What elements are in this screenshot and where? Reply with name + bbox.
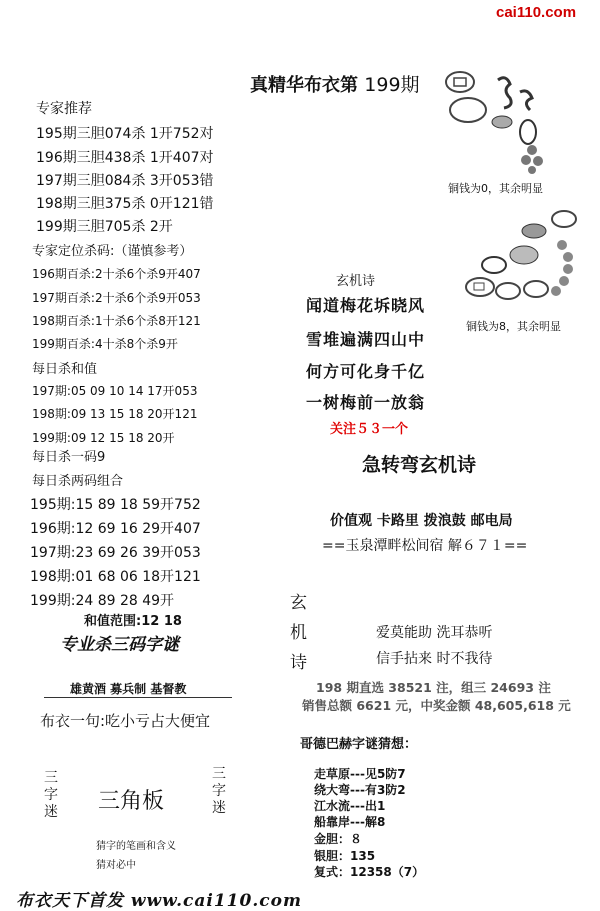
goethe-row: 绕大弯---有3防2 xyxy=(314,783,406,797)
words-line: 价值观 卡路里 拨浪鼓 邮电局 xyxy=(330,513,513,529)
riddle-left-label xyxy=(44,770,60,821)
saying: 布衣一句:吃小亏占大便宜 xyxy=(40,712,211,730)
poem-line: 雪堆遍满四山中 xyxy=(306,330,426,349)
three-code-riddle-title: 专业杀三码字谜 xyxy=(60,635,179,655)
xuanji-line: 爱莫能助 洗耳恭听 xyxy=(376,625,493,641)
positional-row: 196期百杀:2十杀6个杀9开407 xyxy=(32,267,201,281)
pairs-heading: 每日杀两码组合 xyxy=(32,474,124,489)
riddle-right-label xyxy=(212,766,232,817)
expert-heading: 专家推荐 xyxy=(36,101,92,117)
positional-row: 197期百杀:2十杀6个杀9开053 xyxy=(32,291,201,305)
goethe-row: 船靠岸---解8 xyxy=(314,815,386,829)
sum-row: 199期:09 12 15 18 20开 xyxy=(32,431,175,445)
expert-row: 195期三胆074杀 1开752对 xyxy=(36,126,214,142)
positional-heading: 专家定位杀码:（谨慎参考） xyxy=(32,244,193,259)
pairs-row: 196期:12 69 16 29开407 xyxy=(30,521,201,537)
solve-line: ==玉泉潭畔松间宿 解６７１== xyxy=(322,538,528,554)
xuanji-vertical xyxy=(290,588,310,678)
coin-caption-second: 铜钱为8，其余明显 xyxy=(466,320,561,333)
pairs-row: 195期:15 89 18 59开752 xyxy=(30,497,201,513)
goethe-row: 金胆：８ xyxy=(314,832,363,846)
coin-illustration-bottom xyxy=(464,205,584,310)
riddle-left-label-text: 三字迷 xyxy=(44,770,58,820)
riddle-right-label-text: 三字迷 xyxy=(212,766,226,816)
sum-row: 198期:09 13 15 18 20开121 xyxy=(32,407,198,421)
sales-line: 销售总额 6621 元，中奖金额 48,605,618 元 xyxy=(302,698,571,713)
sum-row: 197期:05 09 10 14 17开053 xyxy=(32,384,198,398)
poem-subtitle: 急转弯玄机诗 xyxy=(362,454,477,476)
goethe-row: 银胆：135 xyxy=(314,849,376,863)
sum-range: 和值范围:12 18 xyxy=(84,614,182,629)
positional-row: 198期百杀:1十杀6个杀8开121 xyxy=(32,314,201,328)
wine-line: 雄黄酒 募兵制 基督教 xyxy=(70,682,187,696)
footer-site[interactable]: 布衣天下首发 www.cai110.com xyxy=(16,891,302,911)
poem-follow: 关注５３一个 xyxy=(330,422,409,437)
expert-row: 199期三胆705杀 2开 xyxy=(36,219,173,235)
sum-heading: 每日杀和值 xyxy=(32,362,98,377)
poem-label: 玄机诗 xyxy=(336,274,376,289)
goethe-row: 复式：12358（7） xyxy=(314,865,425,879)
poem-line: 何方可化身千亿 xyxy=(306,362,426,381)
xuanji-vertical-text: 玄机诗 xyxy=(290,593,307,673)
title-text: 真精华布衣第 xyxy=(250,75,358,96)
goethe-heading: 哥德巴赫字谜猜想： xyxy=(300,737,418,752)
riddle-word: 三角板 xyxy=(98,789,165,814)
sales-line: 198 期直选 38521 注，组三 24693 注 xyxy=(316,680,551,695)
riddle-note: 猜对必中 xyxy=(96,860,136,871)
title-issue: 199期 xyxy=(364,74,420,96)
brand-logo-text[interactable]: cai110.com xyxy=(496,4,577,21)
expert-row: 196期三胆438杀 1开407对 xyxy=(36,150,214,166)
goethe-row: 江水流---出1 xyxy=(314,799,386,813)
riddle-note: 猜字的笔画和含义 xyxy=(96,841,176,852)
pairs-row: 198期:01 68 06 18开121 xyxy=(30,569,201,585)
coin-caption-first: 铜钱为0，其余明显 xyxy=(448,182,543,195)
xuanji-line: 信手拈来 时不我待 xyxy=(376,651,493,667)
pairs-row: 197期:23 69 26 39开053 xyxy=(30,545,201,561)
coin-illustration-top xyxy=(440,62,560,177)
positional-row: 199期百杀:4十杀8个杀9开 xyxy=(32,337,178,351)
goethe-row: 走草原---见5防7 xyxy=(314,767,406,781)
expert-row: 198期三胆375杀 0开121错 xyxy=(36,196,214,212)
kill-one-code: 每日杀一码9 xyxy=(32,450,106,465)
page-title xyxy=(250,70,420,97)
pairs-row: 199期:24 89 28 49开 xyxy=(30,593,175,609)
expert-row: 197期三胆084杀 3开053错 xyxy=(36,173,214,189)
divider-line xyxy=(44,697,232,698)
poem-line: 一树梅前一放翁 xyxy=(306,393,426,412)
poem-line: 闻道梅花坼晓风 xyxy=(306,296,426,315)
